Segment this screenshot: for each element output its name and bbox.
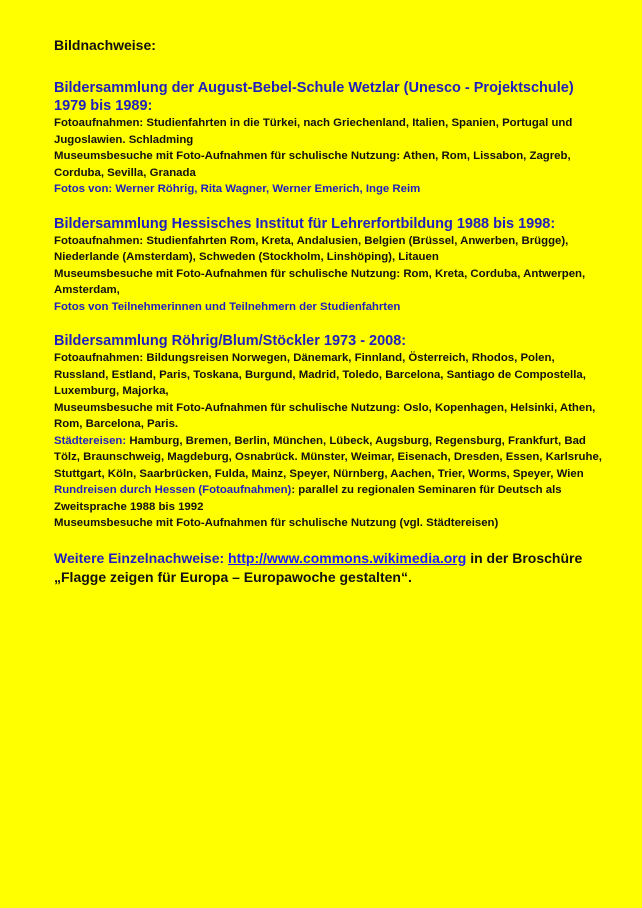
text-line: Fotoaufnahmen: Bildungsreisen Norwegen, Dänemark, Finnland, Österreich, Rhodos, Polen, Russland, Estland, Paris, Toskana, Burgund, Madrid, Toledo, Barcelona, Santiago de Compostella, Luxemburg, Majorka, — [54, 352, 586, 397]
section-title: Bildersammlung Hessisches Institut für Lehrerfortbildung 1988 bis 1998: — [54, 215, 556, 232]
photo-credits: Fotos von Teilnehmerinnen und Teilnehmern der Studienfahrten — [54, 300, 401, 313]
rundreisen-text: : parallel zu regionalen Seminaren für Deutsch als Zweitsprache 1988 bis 1992 — [54, 484, 562, 513]
text-line: Museumsbesuche mit Foto-Aufnahmen für schulische Nutzung: Rom, Kreta, Corduba, Antwerpen, Amsterdam, — [54, 267, 586, 296]
staedtereisen-label: Städtereisen: — [54, 434, 127, 447]
further-trail: in der Broschüre — [466, 549, 583, 566]
brochure-title: „Flagge zeigen für Europa – Europawoche gestalten“. — [54, 568, 412, 585]
text-line: Museumsbesuche mit Foto-Aufnahmen für schulische Nutzung: Athen, Rom, Lissabon, Zagreb, Corduba, Sevilla, Granada — [54, 150, 571, 179]
photo-credits: Fotos von: Werner Röhrig, Rita Wagner, Werner Emerich, Inge Reim — [54, 183, 421, 195]
rundreisen-line — [54, 482, 602, 515]
section-hilf — [54, 215, 602, 316]
text-line: Museumsbesuche mit Foto-Aufnahmen für schulische Nutzung: Oslo, Kopenhagen, Helsinki, Athen, Rom, Barcelona, Paris. — [54, 401, 596, 430]
section-abs-wetzlar — [54, 79, 602, 198]
further-lead: Weitere Einzelnachweise: — [54, 549, 229, 566]
rundreisen-label: Rundreisen durch Hessen (Fotoaufnahmen) — [54, 484, 292, 496]
section-title: Bildersammlung Röhrig/Blum/Stöckler 1973 - 2008: — [54, 333, 407, 349]
section-roehrig — [54, 332, 602, 532]
staedtereisen-text: Hamburg, Bremen, Berlin, München, Lübeck, Augsburg, Regensburg, Frankfurt, Bad Tölz, Braunschweig, Magdeburg, Osnabrück. Münster, Weimar, Eisenach, Dresden, Essen, Karlsruhe, Stuttgart, Köln, Saarbrücken, Fulda, Mainz, Speyer, Nürnberg, Aachen, Trier, Worms, Speyer, Wien — [54, 434, 602, 480]
page-title: Bildnachweise: — [54, 37, 156, 53]
text-line: Museumsbesuche mit Foto-Aufnahmen für schulische Nutzung (vgl. Städtereisen) — [54, 517, 499, 529]
wikimedia-link[interactable]: http://www.commons.wikimedia.org — [228, 549, 467, 566]
staedtereisen-line — [54, 433, 602, 483]
text-line: Fotoaufnahmen: Studienfahrten Rom, Kreta, Andalusien, Belgien (Brüssel, Anwerben, Brügge), Niederlande (Amsterdam), Schweden (Stockholm, Linshöping), Litauen — [54, 234, 569, 263]
section-title: Bildersammlung der August-Bebel-Schule Wetzlar (Unesco - Projektschule) 1979 bis 1989: — [54, 80, 574, 114]
further-references — [54, 549, 602, 587]
text-line: Fotoaufnahmen: Studienfahrten in die Türkei, nach Griechenland, Italien, Spanien, Portugal und Jugoslawien. Schladming — [54, 117, 573, 146]
